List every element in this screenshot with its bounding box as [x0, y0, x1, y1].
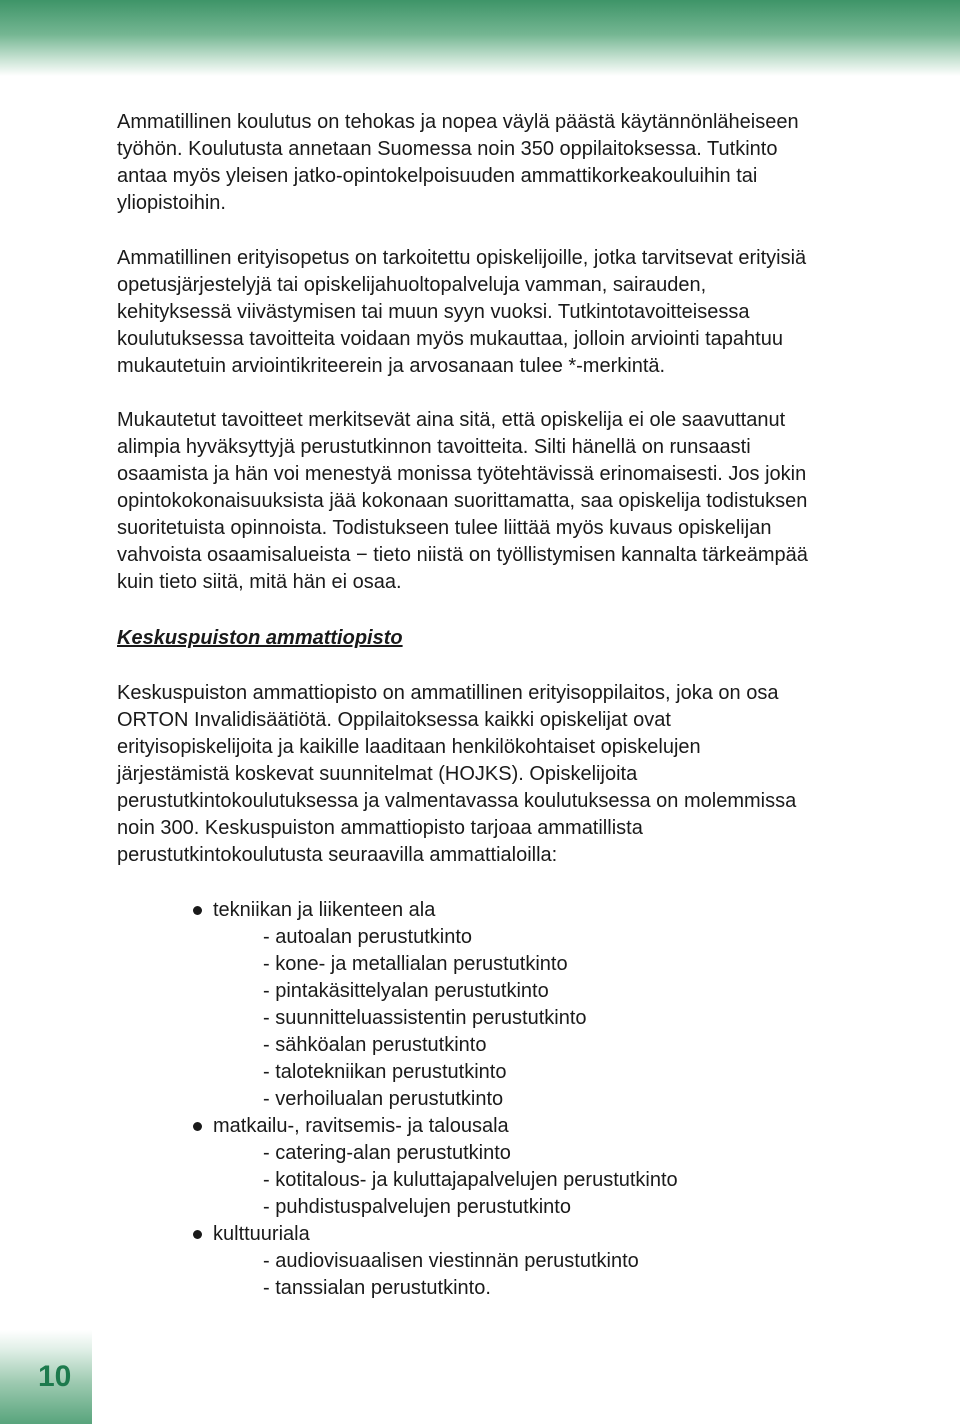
qualification-item: - pintakäsittelyalan perustutkinto: [263, 980, 549, 1002]
field-item: [117, 897, 817, 1113]
qualification-item: - tanssialan perustutkinto.: [263, 1277, 491, 1299]
qualification-item: - kone- ja metallialan perustutkinto: [263, 953, 568, 975]
field-name: kulttuuriala: [213, 1223, 310, 1245]
field-item: [117, 1113, 817, 1221]
qualification-item: - catering-alan perustutkinto: [263, 1142, 511, 1164]
header-gradient-band: [0, 0, 960, 76]
paragraph-special-education: Ammatillinen erityisopetus on tarkoitettu opiskelijoille, jotka tarvitsevat erityisiä opetusjärjestelyjä tai opiskelijahuoltopalveluja vamman, sairauden, kehityksessä viivästymisen tai muun syyn vuoksi. Tutkintotavoitteisessa koulutuksessa tavoitteita voidaan myös mukauttaa, jolloin arviointi tapahtuu mukautetuin arviointikriteerein ja arvosanaan tulee *-merkintä.: [117, 247, 807, 377]
qualification-list: [213, 1248, 817, 1302]
qualification-item: - talotekniikan perustutkinto: [263, 1061, 507, 1083]
qualification-list: [213, 924, 817, 1113]
page-number: 10: [38, 1360, 72, 1393]
bullet-icon: [193, 1230, 202, 1239]
field-list: [117, 897, 817, 1302]
qualification-item: - puhdistuspalvelujen perustutkinto: [263, 1196, 571, 1218]
paragraph-intro: Ammatillinen koulutus on tehokas ja nopea väylä päästä käytännönläheiseen työhön. Koulutusta annetaan Suomessa noin 350 oppilaitoksessa. Tutkinto antaa myös yleisen jatko-opintokelpoisuuden ammattikorkeakouluihin tai yliopistoihin.: [117, 111, 799, 214]
qualification-item: - sähköalan perustutkinto: [263, 1034, 487, 1056]
qualification-list: [213, 1140, 817, 1221]
bullet-icon: [193, 1122, 202, 1131]
qualification-item: - autoalan perustutkinto: [263, 926, 473, 948]
qualification-item: - suunnitteluassistentin perustutkinto: [263, 1007, 587, 1029]
paragraph-adapted-goals: Mukautetut tavoitteet merkitsevät aina sitä, että opiskelija ei ole saavuttanut alimpia hyväksyttyjä perustutkinnon tavoitteita. Silti hänellä on runsaasti osaamista ja hän voi menestyä monissa työtehtävissä erinomaisesti. Jos jokin opintokokonaisuuksista jää kokonaan suorittamatta, saa opiskelija todistuksen suoritetuista opinnoista. Todistukseen tulee liittää myös kuvaus opiskelijan vahvoista osaamisalueista − tieto niistä on työllistymisen kannalta tärkeämpää kuin tieto siitä, mitä hän ei osaa.: [117, 409, 808, 593]
qualification-item: - verhoilualan perustutkinto: [263, 1088, 504, 1110]
qualification-item: - kotitalous- ja kuluttajapalvelujen perustutkinto: [263, 1169, 678, 1191]
page-content: [117, 109, 817, 1302]
bullet-icon: [193, 906, 202, 915]
paragraph-school-description: Keskuspuiston ammattiopisto on ammatillinen erityisoppilaitos, joka on osa ORTON Invalidisäätiötä. Oppilaitoksessa kaikki opiskelijat ovat erityisopiskelijoita ja kaikille laaditaan henkilökohtaiset opiskelujen järjestämistä koskevat suunnitelmat (HOJKS). Opiskelijoita perustutkintokoulutuksessa ja valmentavassa koulutuksessa on molemmissa noin 300. Keskuspuiston ammattiopisto tarjoaa ammatillista perustutkintokoulutusta seuraavilla ammattialoilla:: [117, 682, 797, 866]
field-name: tekniikan ja liikenteen ala: [213, 899, 436, 921]
qualification-item: - audiovisuaalisen viestinnän perustutkinto: [263, 1250, 639, 1272]
section-heading: Keskuspuiston ammattiopisto: [117, 627, 403, 649]
field-item: [117, 1221, 817, 1302]
field-name: matkailu-, ravitsemis- ja talousala: [213, 1115, 509, 1137]
